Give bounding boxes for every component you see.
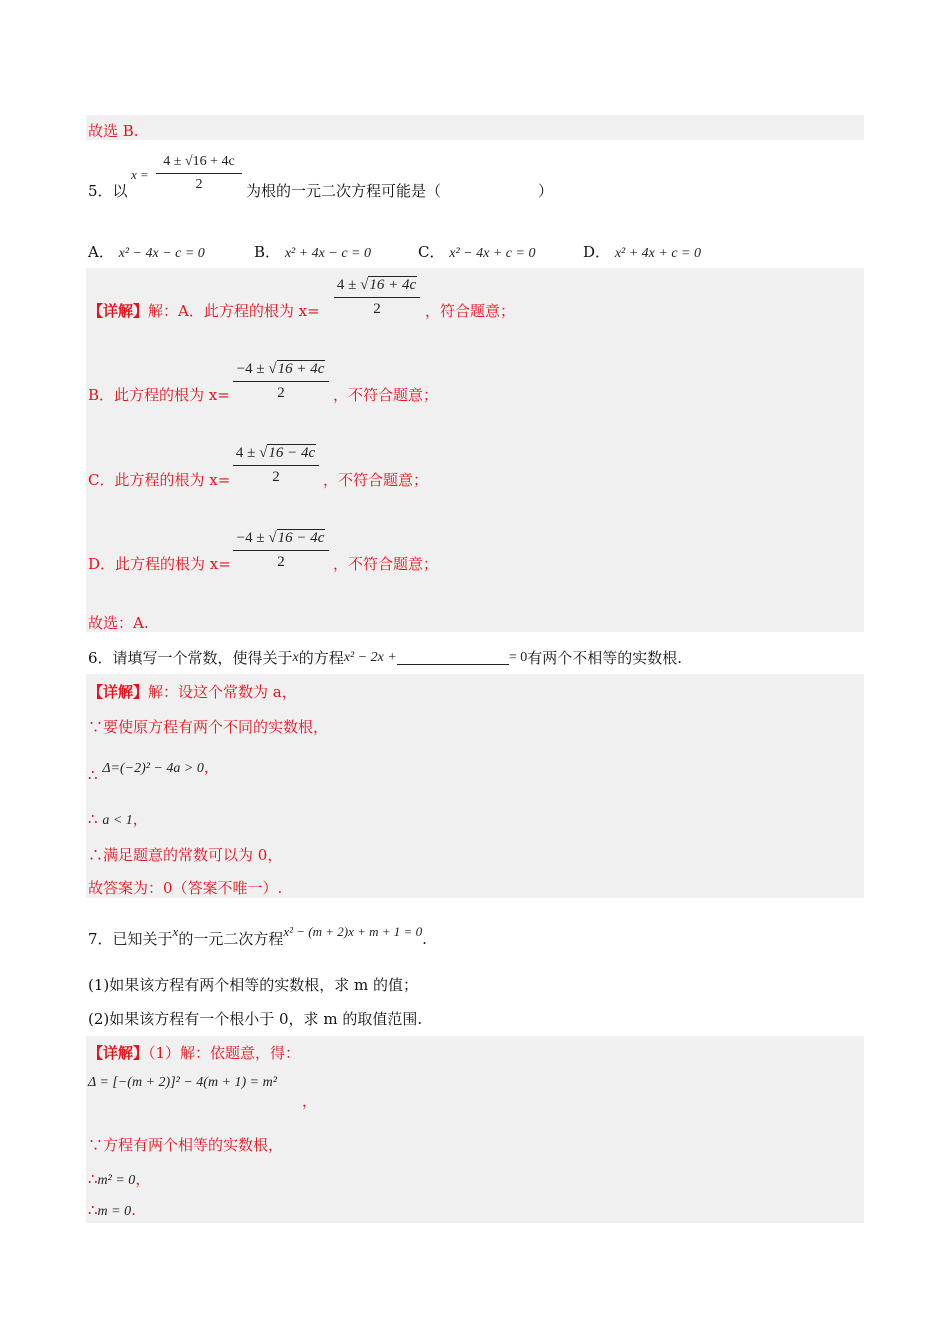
- q7-stem: 7．已知关于x的一元二次方程x² − (m + 2)x + m + 1 = 0.: [88, 924, 427, 948]
- q5-suffix-d: ，不符合题意；: [333, 555, 439, 573]
- q5-solution-line-a: 【详解】解：A．此方程的根为 x=: [88, 302, 320, 320]
- q5-number: 5．以: [88, 182, 128, 200]
- q7-solution-line1: 【详解】（1）解：依题意，得：: [88, 1044, 301, 1062]
- q6-solution-line1: 【详解】解：设这个常数为 a，: [88, 683, 297, 701]
- q7-part2: (2)如果该方程有一个根小于 0，求 m 的取值范围.: [88, 1010, 423, 1028]
- prev-answer: 故选 B.: [88, 122, 139, 140]
- q7-solution-line2-tail: ，: [302, 1092, 318, 1110]
- q5-root-den: 2: [195, 177, 203, 192]
- q7-solution-box: [86, 1036, 864, 1223]
- q5-fraction-c: 4 ± √16 − 4c 2: [233, 445, 319, 486]
- q7-solution-line3: ∵方程有两个相等的实数根，: [88, 1136, 284, 1154]
- q5-option-d: D． x² + 4x + c = 0: [583, 243, 701, 261]
- q5-option-c: C． x² − 4x + c = 0: [418, 243, 536, 261]
- q5-solution-line-b: B．此方程的根为 x=: [88, 386, 230, 404]
- prev-answer-box: [86, 115, 864, 140]
- q5-solution-line-d: D．此方程的根为 x=: [88, 555, 231, 573]
- q6-solution-line6: 故答案为：0（答案不唯一）.: [88, 879, 283, 897]
- q5-option-b: B． x² + 4x − c = 0: [254, 243, 371, 261]
- q7-solution-line5: ∴m = 0.: [88, 1201, 136, 1219]
- q6-solution-line4: ∴ a < 1，: [88, 810, 148, 828]
- q5-solution-line-c: C．此方程的根为 x=: [88, 471, 231, 489]
- q6-solution-line5: ∴满足题意的常数可以为 0，: [88, 846, 283, 864]
- q5-fraction-a: 4 ± √16 + 4c 2: [334, 277, 420, 318]
- q5-root-num: 4 ± √16 + 4c: [163, 154, 235, 169]
- q5-stem: 为根的一元二次方程可能是（: [246, 182, 442, 200]
- q5-suffix-a: ，符合题意；: [425, 302, 516, 320]
- q6-solution-line3: ∴ Δ=(−2)² − 4a > 0，: [88, 758, 219, 784]
- q5-fraction-b: −4 ± √16 + 4c 2: [233, 361, 329, 402]
- q6-stem: 6．请填写一个常数，使得关于x的方程x² − 2x + = 0有两个不相等的实数根.: [88, 649, 682, 667]
- q7-solution-line4: ∴m² = 0，: [88, 1170, 151, 1188]
- q5-conclusion: 故选：A.: [88, 614, 149, 632]
- q5-root-fraction: [156, 154, 242, 193]
- q7-part1: (1)如果该方程有两个相等的实数根，求 m 的值；: [88, 976, 419, 994]
- q5-stem-close: ）: [538, 182, 554, 200]
- q5-root-lhs: x =: [131, 167, 149, 182]
- q5-fraction-d: −4 ± √16 − 4c 2: [233, 530, 329, 571]
- q5-suffix-b: ，不符合题意；: [333, 386, 439, 404]
- q5-solution-box: [86, 268, 864, 632]
- q5-option-a: A． x² − 4x − c = 0: [88, 243, 205, 261]
- q6-fill-blank[interactable]: [397, 652, 509, 665]
- q7-solution-line2: Δ = [−(m + 2)]² − 4(m + 1) = m²: [88, 1075, 277, 1090]
- q6-solution-line2: ∵要使原方程有两个不同的实数根，: [88, 718, 329, 736]
- q5-suffix-c: ，不符合题意；: [323, 471, 429, 489]
